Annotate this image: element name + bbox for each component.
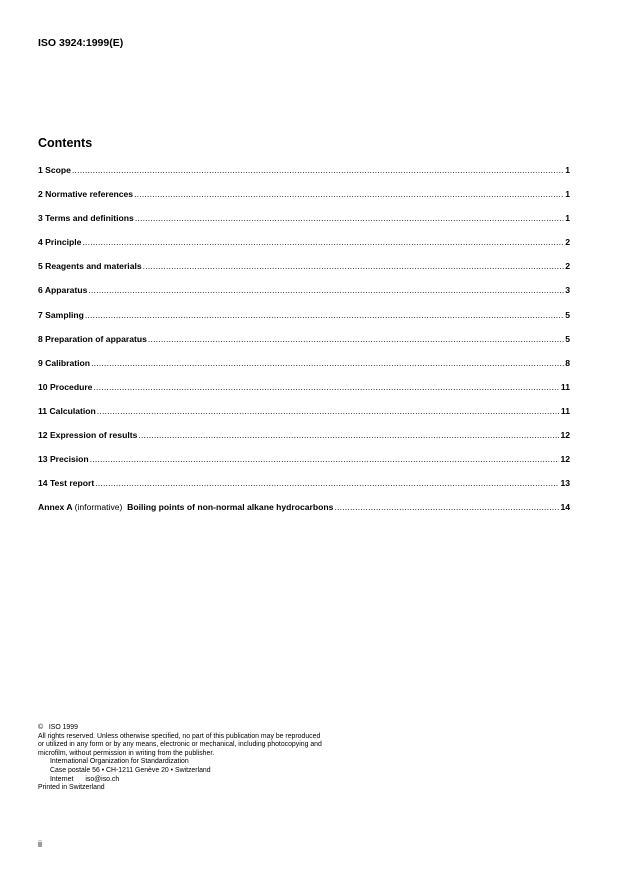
toc-entry-page: 2 — [565, 261, 570, 272]
toc-dot-leader — [85, 310, 564, 320]
toc-entry-reagents-and-materials[interactable] — [38, 261, 570, 285]
page-number: ii — [38, 839, 42, 849]
toc-entry-page: 1 — [565, 165, 570, 175]
toc-dot-leader — [72, 165, 564, 175]
toc-dot-leader — [138, 430, 559, 440]
toc-entry-page: 1 — [565, 189, 570, 200]
toc-entry-test-report[interactable] — [38, 478, 570, 502]
toc-entry-page: 5 — [565, 333, 570, 344]
toc-entry-precision[interactable] — [38, 454, 570, 478]
toc-dot-leader — [82, 237, 564, 247]
toc-entry-title: 3 Terms and definitions — [38, 213, 134, 224]
copyright-symbol-line: © ISO 1999 — [38, 724, 78, 731]
toc-entry-page: 2 — [565, 237, 570, 248]
toc-entry-annex-a[interactable] — [38, 502, 570, 526]
contents-heading: Contents — [38, 136, 93, 150]
toc-entry-title: 2 Normative references — [38, 189, 134, 200]
toc-entry-title: 14 Test report — [38, 478, 95, 489]
toc-entry-page: 11 — [560, 405, 570, 416]
toc-dot-leader — [134, 189, 564, 199]
toc-entry-title: 8 Preparation of apparatus — [38, 333, 147, 344]
toc-entry-title: 12 Expression of results — [38, 430, 138, 441]
toc-dot-leader — [148, 334, 564, 344]
internet-line — [38, 776, 438, 785]
toc-entry-title: 5 Reagents and materials — [38, 261, 142, 272]
toc-dot-leader — [135, 213, 564, 223]
toc-dot-leader — [91, 358, 564, 368]
toc-entry-title — [38, 502, 334, 512]
toc-entry-calculation[interactable] — [38, 406, 570, 430]
toc-entry-calibration[interactable] — [38, 358, 570, 382]
toc-dot-leader — [95, 478, 559, 488]
rights-line: microfilm, without permission in writing from the publisher. — [38, 749, 215, 757]
organization-name: International Organization for Standardization — [50, 758, 189, 766]
toc-dot-leader — [143, 261, 565, 271]
toc-dot-leader — [90, 454, 560, 464]
rights-line: All rights reserved. Unless otherwise specified, no part of this publication may be reproduced — [38, 732, 321, 740]
annex-note: (informative) — [74, 502, 123, 513]
toc-entry-principle[interactable] — [38, 237, 570, 261]
toc-entry-title: 10 Procedure — [38, 381, 93, 392]
rights-line: or utilized in any form or by any means, electronic or mechanical, including photocopying and — [38, 741, 322, 749]
toc-entry-page: 1 — [565, 213, 570, 224]
printed-in: Printed in Switzerland — [38, 784, 105, 792]
toc-entry-page: 5 — [565, 309, 570, 320]
toc-entry-apparatus[interactable] — [38, 285, 570, 309]
toc-entry-page: 3 — [565, 285, 570, 296]
toc-entry-page: 8 — [565, 357, 570, 368]
toc-entry-normative-references[interactable] — [38, 189, 570, 213]
annex-title: Boiling points of non-normal alkane hydrocarbons — [127, 502, 334, 513]
toc-entry-title: 11 Calculation — [38, 405, 96, 416]
toc-dot-leader — [334, 502, 559, 512]
toc-entry-terms-and-definitions[interactable] — [38, 213, 570, 237]
toc-entry-title: 6 Apparatus — [38, 285, 88, 296]
toc-entry-page: 14 — [560, 502, 570, 513]
toc-entry-page: 13 — [560, 478, 570, 489]
toc-dot-leader — [88, 285, 564, 295]
annex-label: Annex A — [38, 502, 73, 513]
internet-email[interactable]: iso@iso.ch — [85, 775, 120, 783]
toc-entry-title: 1 Scope — [38, 165, 71, 175]
toc-entry-sampling[interactable] — [38, 310, 570, 334]
copyright-notice — [38, 724, 438, 793]
toc-entry-page: 12 — [560, 430, 570, 441]
toc-entry-expression-of-results[interactable] — [38, 430, 570, 454]
toc-entry-procedure[interactable] — [38, 382, 570, 406]
toc-entry-title: 7 Sampling — [38, 309, 84, 320]
internet-label: Internet — [50, 775, 74, 783]
toc-entry-title: 4 Principle — [38, 237, 82, 248]
document-id: ISO 3924:1999(E) — [38, 37, 124, 49]
toc-entry-page: 12 — [560, 454, 570, 465]
toc-entry-preparation-of-apparatus[interactable] — [38, 334, 570, 358]
toc-dot-leader — [97, 406, 560, 416]
toc-entry-page: 11 — [560, 381, 570, 392]
toc-dot-leader — [93, 382, 559, 392]
toc-entry-title: 9 Calibration — [38, 357, 91, 368]
toc-entry-scope[interactable] — [38, 165, 570, 189]
toc-entry-title: 13 Precision — [38, 454, 89, 465]
table-of-contents — [38, 165, 570, 526]
organization-address: Case postale 56 • CH-1211 Genève 20 • Switzerland — [50, 766, 211, 774]
